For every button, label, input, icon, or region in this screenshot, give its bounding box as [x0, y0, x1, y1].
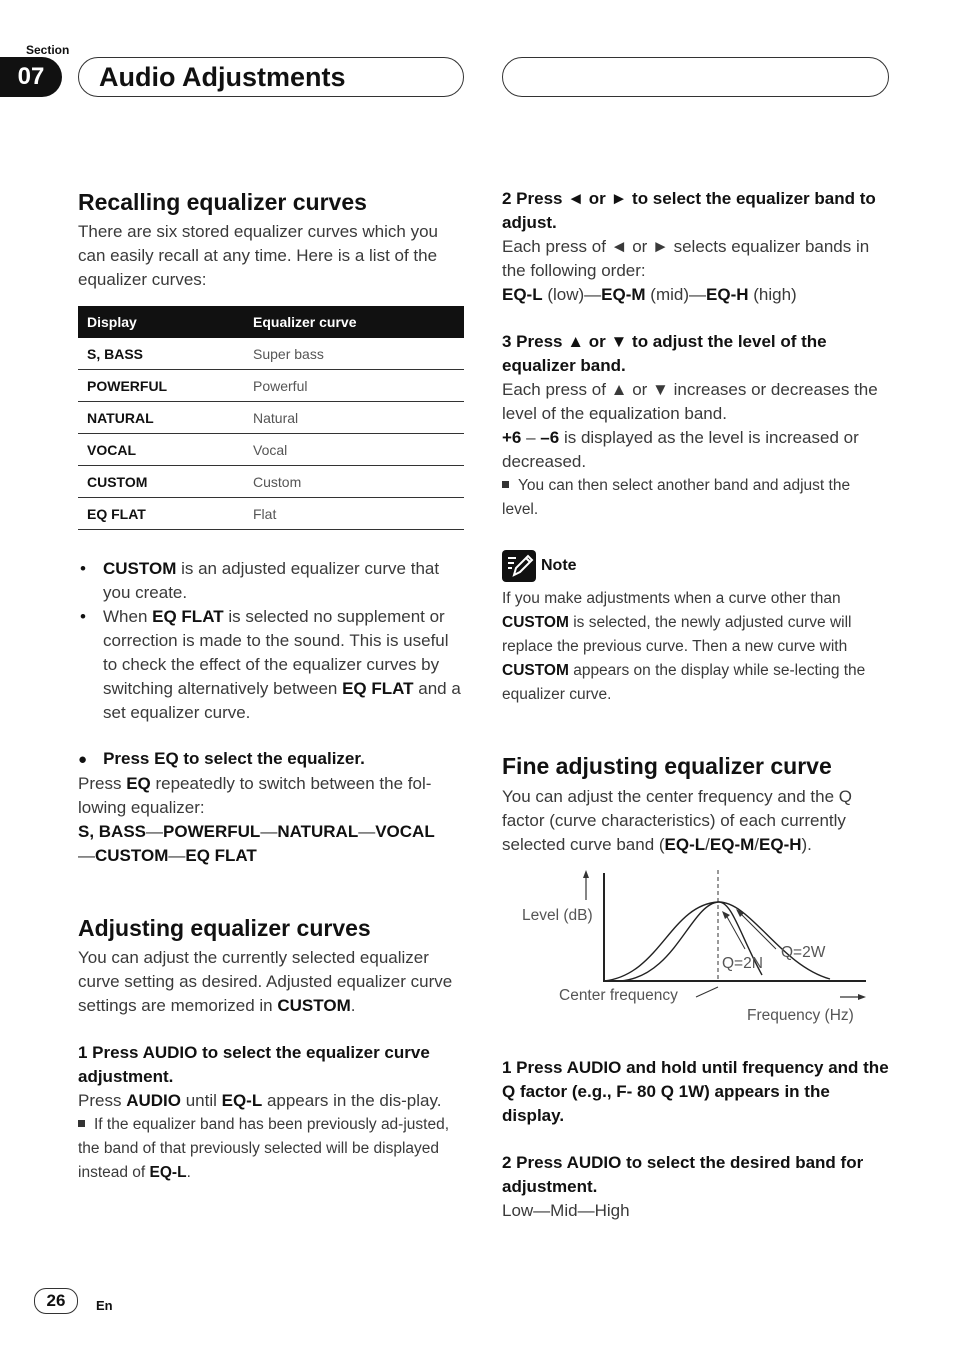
equalizer-table	[78, 306, 464, 530]
page-title: Audio Adjustments	[99, 62, 346, 92]
eq-sequence: S, BASS—POWERFUL—NATURAL—VOCAL	[78, 822, 435, 841]
adjust-step2	[502, 187, 887, 307]
note-label: Note	[541, 557, 577, 574]
table-row	[78, 498, 464, 530]
note-pencil-icon	[502, 550, 536, 582]
table-cell-curve: Powerful	[244, 370, 464, 402]
table-row	[78, 466, 464, 498]
note-text: If you make adjustments when a curve other than CUSTOM is selected, the newly adjusted curve will replace the previous curve. Then a new curve with CUSTOM appears on the display while se-lecting the equalizer curve.	[502, 590, 866, 703]
table-row	[78, 338, 464, 370]
fine-intro: You can adjust the center frequency and the Q factor (curve characteristics) of each currently selected curve band (EQ-L/EQ-M/EQ-H).	[502, 787, 853, 854]
adjusting-heading: Adjusting equalizer curves	[78, 915, 371, 941]
fine-step2-heading: 2 Press AUDIO to select the desired band for adjustment.	[502, 1153, 864, 1196]
adjust-step3	[502, 330, 887, 522]
table-row	[78, 402, 464, 434]
list-item: • When EQ FLAT is selected no supplement or correction is made to the sound. This is useful to check the effect of the equalizer curves by switching alternatively between EQ FLAT and a set equalizer curve.	[78, 605, 464, 725]
recalling-heading: Recalling equalizer curves	[78, 189, 367, 215]
adjust-step3-text: Each press of ▲ or ▼ increases or decreases the level of the equalization band.	[502, 380, 878, 423]
fine-step1-heading: 1 Press AUDIO and hold until frequency and the Q factor (e.g., F- 80 Q 1W) appears in the display.	[502, 1058, 889, 1125]
press-eq-heading: ● Press EQ to select the equalizer.	[78, 749, 365, 768]
section-number: 07	[0, 57, 62, 97]
adjust-step3-heading: 3 Press ▲ or ▼ to adjust the level of the equalizer band.	[502, 332, 827, 375]
table-cell-display: CUSTOM	[78, 466, 244, 498]
table-cell-display: POWERFUL	[78, 370, 244, 402]
page-number: 26	[34, 1288, 78, 1314]
fine-step2-text: Low—Mid—High	[502, 1201, 630, 1220]
adjust-step1	[78, 1041, 458, 1185]
table-row	[78, 370, 464, 402]
adjusting-intro: You can adjust the currently selected equalizer curve setting as desired. Adjusted equalizer curve settings are memorized in CUSTOM.	[78, 948, 453, 1015]
level-axis-label: Level (dB)	[522, 907, 593, 924]
bullet-dot-icon: ●	[78, 751, 88, 768]
adjust-step3-note: You can then select another band and adjust the level.	[502, 477, 851, 518]
table-cell-display: VOCAL	[78, 434, 244, 466]
adjust-step3-range: +6 – –6 is displayed as the level is increased or decreased.	[502, 428, 859, 471]
table-cell-display: EQ FLAT	[78, 498, 244, 530]
adjust-step1-note: If the equalizer band has been previously ad-justed, the band of that previously selected will be displayed instead of EQ-L.	[78, 1116, 450, 1181]
frequency-axis-label: Frequency (Hz)	[747, 1007, 854, 1024]
adjust-step2-text: Each press of ◄ or ► selects equalizer bands in the following order:	[502, 237, 870, 280]
title-box	[78, 57, 464, 97]
center-frequency-label: Center frequency	[559, 987, 678, 1004]
band-order: EQ-L (low)—EQ-M (mid)—EQ-H (high)	[502, 285, 797, 304]
press-eq-text: Press EQ repeatedly to switch between the fol-lowing equalizer:	[78, 774, 432, 817]
section-label: Section	[26, 43, 70, 57]
recalling-intro: There are six stored equalizer curves which you can easily recall at any time. Here is a list of the equalizer curves:	[78, 222, 438, 289]
table-cell-curve: Custom	[244, 466, 464, 498]
title-box-empty	[502, 57, 889, 97]
table-cell-curve: Super bass	[244, 338, 464, 370]
table-cell-curve: Flat	[244, 498, 464, 530]
adjust-step1-heading: 1 Press AUDIO to select the equalizer curve adjustment.	[78, 1043, 430, 1086]
eq-sequence-cont: —CUSTOM—EQ FLAT	[78, 846, 257, 865]
press-eq-block	[78, 747, 468, 868]
table-cell-display: NATURAL	[78, 402, 244, 434]
table-header-row	[78, 306, 464, 338]
q2w-label: Q=2W	[781, 944, 826, 961]
q2n-label: Q=2N	[722, 955, 763, 972]
fine-heading: Fine adjusting equalizer curve	[502, 753, 832, 779]
list-item: • CUSTOM is an adjusted equalizer curve that you create.	[78, 557, 464, 605]
adjust-step1-text: Press AUDIO until EQ-L appears in the dis-play.	[78, 1091, 442, 1110]
table-cell-display: S, BASS	[78, 338, 244, 370]
table-header-curve: Equalizer curve	[244, 306, 464, 338]
table-header-display: Display	[78, 306, 244, 338]
adjust-step2-heading: 2 Press ◄ or ► to select the equalizer band to adjust.	[502, 189, 876, 232]
table-cell-curve: Natural	[244, 402, 464, 434]
table-row	[78, 434, 464, 466]
fine-step2	[502, 1151, 892, 1223]
custom-bullet-list	[78, 557, 464, 725]
square-bullet-icon	[78, 1120, 85, 1127]
table-cell-curve: Vocal	[244, 434, 464, 466]
language-label: En	[96, 1298, 113, 1313]
square-bullet-icon	[502, 481, 509, 488]
